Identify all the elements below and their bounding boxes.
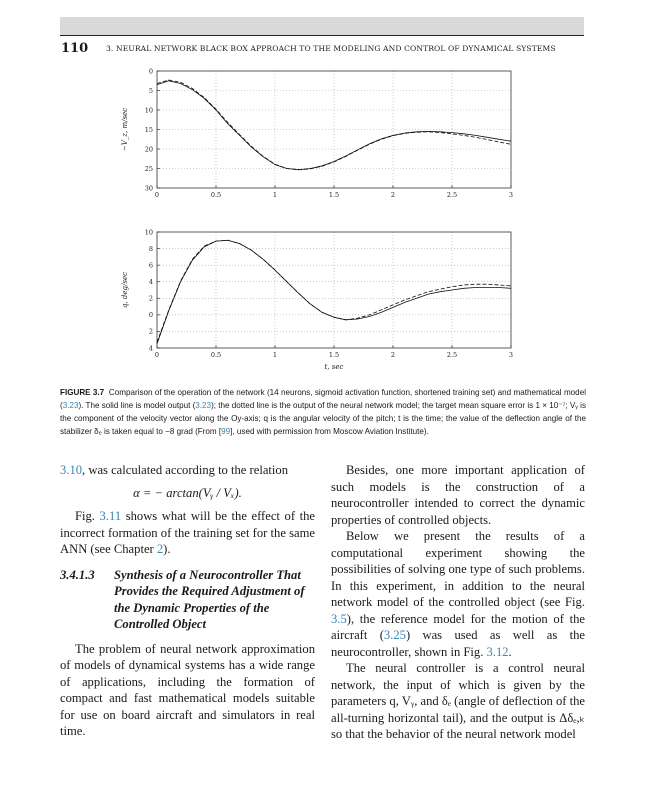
y-tick-label: 10 <box>144 106 153 115</box>
caption-ref-99[interactable]: 99 <box>221 427 231 436</box>
y-tick-label: 15 <box>144 125 153 134</box>
y-tick-label: 20 <box>144 145 153 154</box>
caption-label: FIGURE 3.7 <box>60 388 105 397</box>
x-tick-label: 2.5 <box>446 191 458 199</box>
y-tick-label: 25 <box>144 164 153 173</box>
x-axis-label: t, sec <box>324 363 344 371</box>
ref-3-10[interactable]: 3.10 <box>60 463 83 477</box>
x-tick-label: 0.5 <box>210 191 222 199</box>
paragraph: Besides, one more important application of such models is the construction of a neurocontroller intended to correct the dynamic properties of controlled objects. <box>331 463 585 527</box>
y-tick-label: 4 <box>148 278 153 287</box>
ref-fig-3-11[interactable]: 3.11 <box>99 509 122 523</box>
y-axis-label: q, deg/sec <box>121 271 129 309</box>
running-title: 3. NEURAL NETWORK BLACK BOX APPROACH TO THE MODELING AND CONTROL OF DYNAMICAL SYSTEMS <box>106 44 556 53</box>
ref-chapter-2[interactable]: 2 <box>156 542 164 556</box>
y-tick-label: 8 <box>148 244 153 253</box>
ref-eq-3-25[interactable]: 3.25 <box>383 628 406 642</box>
y-tick-label: 10 <box>144 228 153 237</box>
left-column: 3.10, was calculated according to the relation α = − arctan(Vᵧ / Vₓ). Fig. 3.11 shows what will be the effect of the incorrect formation of the training set for the same ANN (see Chapter 2). 3.4.1.3 Synthesis of a Neurocontroller That Provides the Required Adjustment of the Dynamic Properties of the Controlled Object The problem of neural network approximation of models of dynamical systems has a wide range of applications, including the formation of compact and fast mathematical models suitable for use on board aircraft and simulators in real time. <box>60 463 315 738</box>
ref-fig-3-5[interactable]: 3.5 <box>331 611 347 626</box>
x-tick-label: 2 <box>390 191 396 199</box>
y-tick-label: 6 <box>148 261 153 270</box>
x-tick-label: 2.5 <box>446 351 458 359</box>
x-tick-label: 0.5 <box>210 351 222 359</box>
y-tick-label: 2 <box>148 294 153 303</box>
section-title: Synthesis of a Neurocontroller That Provides the Required Adjustment of the Dynamic Properties of the Controlled Object <box>114 567 305 631</box>
caption-ref-eq-3-23b[interactable]: 3.23 <box>195 401 212 410</box>
x-tick-label: 1 <box>272 351 278 359</box>
right-column: Besides, one more important application of such models is the construction of a neurocontroller intended to correct the dynamic properties of controlled objects. Below we present the results of a computational experiment showing the possibilities of solving one type of such problems. In this experiment, in addition to the neural network model of the controlled object (see Fig. 3.5), the reference model for the motion of the aircraft (3.25) was used as well as the neurocontroller, shown in Fig. 3.12. The neural controller is a control neural network, the input of which is given by the parameters q, Vᵧ, and δₑ (angle of deflection of the all-turning horizontal tail), and the output is Δδₑ,ₖ so that the behavior of the neural network model <box>331 463 585 741</box>
y-tick-label: 0 <box>148 67 153 76</box>
y-tick-label: 4 <box>148 344 153 353</box>
x-tick-label: 0 <box>154 191 160 199</box>
paragraph: The neural controller is a control neural network, the input of which is given by the parameters q, Vᵧ, and δₑ (angle of deflection of the all-turning horizontal tail), and the output is Δδₑ,ₖ so that the behavior of the neural network model <box>331 661 585 741</box>
y-tick-label: 0 <box>148 311 153 320</box>
equation-alpha: α = − arctan(Vᵧ / Vₓ). <box>133 485 242 500</box>
y-tick-label: 5 <box>148 86 153 95</box>
x-tick-label: 0 <box>154 351 160 359</box>
ref-fig-3-12[interactable]: 3.12 <box>486 644 509 659</box>
figure-3-7-plots <box>0 0 647 380</box>
x-tick-label: 3 <box>508 351 514 359</box>
y-tick-label: 30 <box>144 184 153 193</box>
page-number: 110 <box>61 41 89 56</box>
y-tick-label: 2 <box>148 327 153 336</box>
paragraph: The problem of neural network approximation of models of dynamical systems has a wide range of applications, including the formation of compact and fast mathematical models suitable for use on board aircraft and simulators in real time. <box>60 641 315 738</box>
figure-caption: FIGURE 3.7 Comparison of the operation of the network (14 neurons, sigmoid activation function, shortened training set) and mathematical model (3.23). The solid line is model output (3.23); the dotted line is the output of the neural network model; the target mean square error is 1 × 10⁻⁷; Vᵧ is the component of the velocity vector along the Oy-axis; q is the angular velocity of the pitch; t is the time; the value of the deflection angle of the stabilizer δₑ is taken equal to −8 grad (From [99], used with permission from Moscow Aviation Institute). <box>60 388 586 436</box>
x-tick-label: 1.5 <box>328 351 340 359</box>
x-tick-label: 2 <box>390 351 396 359</box>
series-line-network <box>157 240 511 342</box>
x-tick-label: 1 <box>272 191 278 199</box>
x-tick-label: 3 <box>508 191 514 199</box>
series-line-network <box>157 80 511 170</box>
x-tick-label: 1.5 <box>328 191 340 199</box>
section-heading <box>60 567 315 633</box>
y-axis-label: −V_z, m/sec <box>121 107 129 152</box>
section-number: 3.4.1.3 <box>60 567 95 582</box>
caption-ref-eq-3-23[interactable]: 3.23 <box>62 401 79 410</box>
